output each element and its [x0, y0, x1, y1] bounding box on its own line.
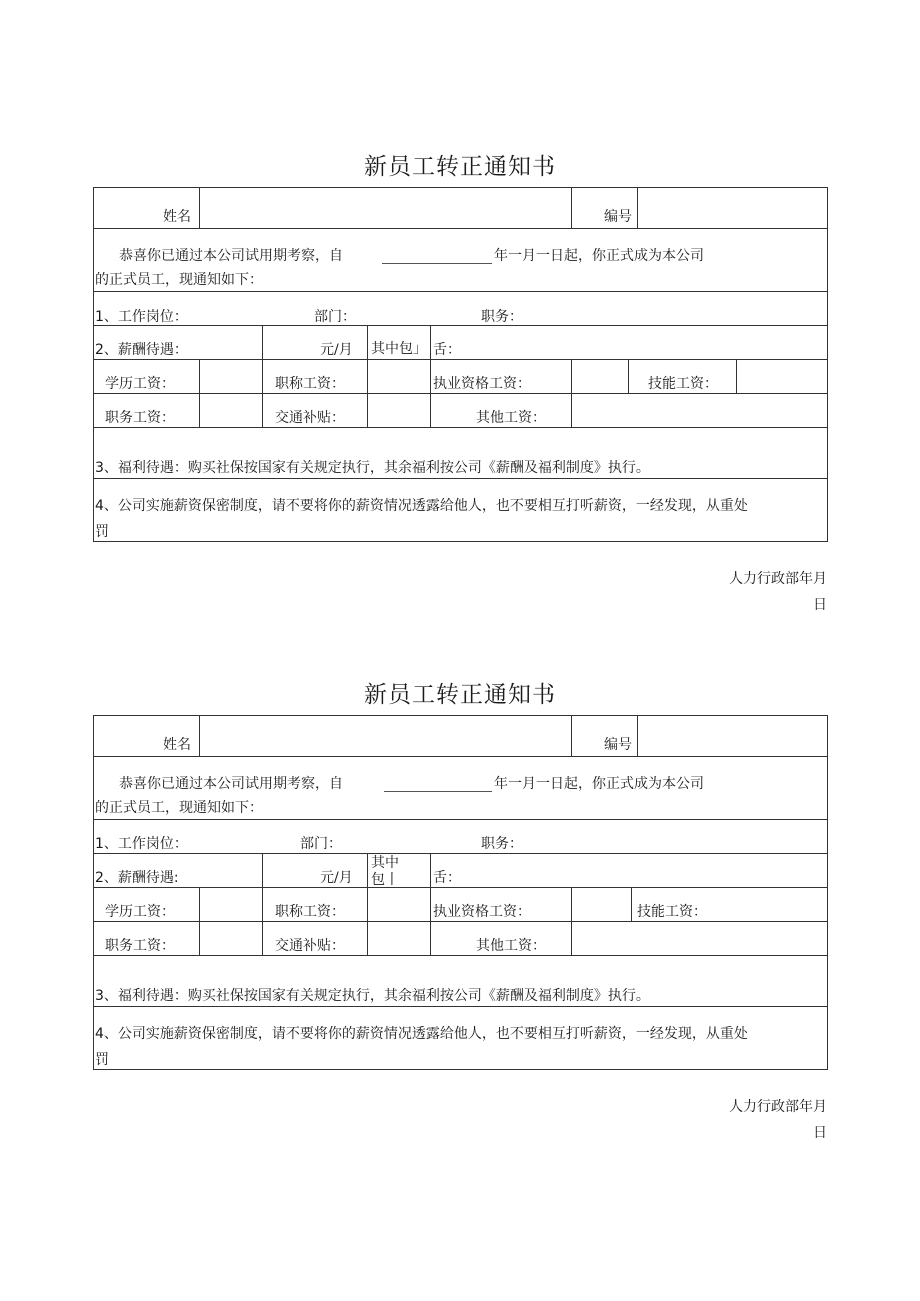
item4-confidentiality: 4、公司实施薪资保密制度，请不要将你的薪资情况透露给他人，也不要相互打听薪资，一经发现，从重处: [95, 498, 748, 514]
name-input-cell[interactable]: [200, 716, 570, 756]
notice-table: [93, 715, 828, 1070]
name-label: 姓名: [163, 209, 191, 225]
other-pay-label: 其他工资：: [476, 410, 546, 426]
of-which-label: 其中: [371, 855, 399, 871]
transport-pay-label: 交通补贴：: [275, 938, 345, 954]
item1-label: 1、工作岗位：: [95, 836, 188, 852]
skill-pay-label: 技能工资：: [637, 904, 707, 920]
intro-text-part2: 年一月一日起，你正式成为本公司: [494, 776, 704, 792]
edu-pay-label: 学历工资：: [105, 904, 175, 920]
start-year-blank[interactable]: [382, 263, 492, 264]
title-pay-label: 职称工资：: [275, 904, 345, 920]
item4-confidentiality-line2: 罚: [95, 524, 109, 540]
number-input-cell[interactable]: [638, 188, 827, 228]
license-pay-label: 执业资格工资：: [433, 904, 531, 920]
intro-text-line2: 的正式员工，现通知如下：: [95, 272, 263, 288]
intro-text-part1: 恭喜你已通过本公司试用期考察，自: [119, 776, 343, 792]
item3-welfare: 3、福利待遇：购买社保按国家有关规定执行，其余福利按公司《薪酬及福利制度》执行。: [95, 460, 650, 476]
number-input-cell[interactable]: [638, 716, 827, 756]
footer-day: 日: [813, 597, 827, 613]
intro-text-part1: 恭喜你已通过本公司试用期考察，自: [119, 248, 343, 264]
notice-form-2: [0, 528, 920, 1168]
number-label: 编号: [604, 737, 632, 753]
yuan-per-month: 元/月: [320, 342, 353, 358]
skill-pay-label: 技能工资：: [648, 376, 718, 392]
edu-pay-label: 学历工资：: [105, 376, 175, 392]
intro-text-line2: 的正式员工，现通知如下：: [95, 800, 263, 816]
of-which-label: 其中包」: [371, 341, 427, 357]
notice-table: [93, 187, 828, 542]
title-pay-label: 职称工资：: [275, 376, 345, 392]
license-pay-label: 执业资格工资：: [433, 376, 531, 392]
footer-day: 日: [813, 1125, 827, 1141]
item1-label: 1、工作岗位：: [95, 309, 188, 325]
she-label: 舌：: [433, 870, 461, 886]
number-label: 编号: [604, 209, 632, 225]
yuan-per-month: 元/月: [320, 870, 353, 886]
of-which-label-line2: 包丨: [371, 872, 399, 888]
footer-signature: [729, 1094, 827, 1146]
name-input-cell[interactable]: [200, 188, 570, 228]
intro-text-part2: 年一月一日起，你正式成为本公司: [494, 248, 704, 264]
she-label: 舌：: [433, 342, 461, 358]
duty-label: 职务：: [481, 836, 523, 852]
duty-label: 职务：: [481, 309, 523, 325]
position-pay-label: 职务工资：: [105, 938, 175, 954]
item4-confidentiality: 4、公司实施薪资保密制度，请不要将你的薪资情况透露给他人，也不要相互打听薪资，一经发现，从重处: [95, 1026, 748, 1042]
item2-label: 2、薪酬待遇：: [95, 342, 188, 358]
transport-pay-label: 交通补贴：: [275, 410, 345, 426]
item2-label: 2、薪酬待遇:: [95, 870, 179, 886]
item4-confidentiality-line2: 罚: [95, 1052, 109, 1068]
footer-dept-date: 人力行政部年月: [729, 1099, 827, 1115]
other-pay-label: 其他工资：: [476, 938, 546, 954]
notice-title: 新员工转正通知书: [364, 682, 556, 708]
dept-label: 部门：: [314, 309, 356, 325]
notice-title: 新员工转正通知书: [364, 154, 556, 180]
footer-dept-date: 人力行政部年月: [729, 571, 827, 587]
dept-label: 部门：: [300, 836, 342, 852]
name-label: 姓名: [163, 737, 191, 753]
start-year-blank[interactable]: [384, 791, 492, 792]
item3-welfare: 3、福利待遇：购买社保按国家有关规定执行，其余福利按公司《薪酬及福利制度》执行。: [95, 988, 650, 1004]
position-pay-label: 职务工资：: [105, 410, 175, 426]
